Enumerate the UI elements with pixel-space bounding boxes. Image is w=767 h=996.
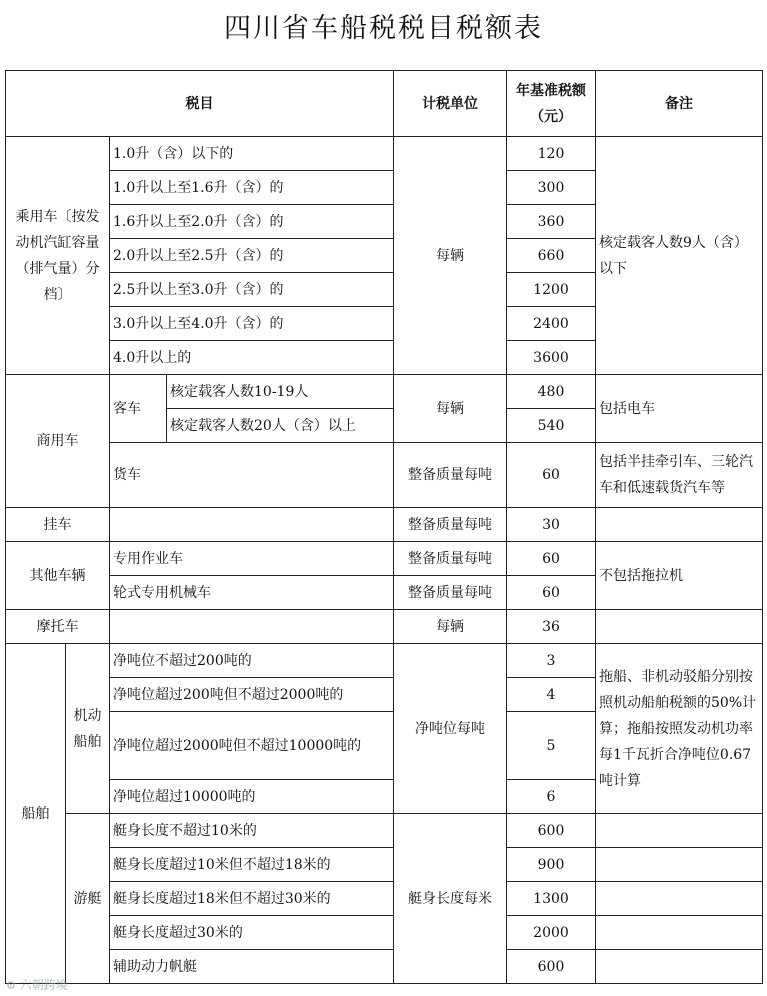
header-amount-line1: 年基准税额 [516, 82, 586, 99]
unit-cell: 每辆 [394, 610, 507, 644]
table-row [6, 814, 763, 848]
note-cell-empty [596, 916, 763, 950]
item-cell: 净吨位超过200吨但不超过2000吨的 [110, 678, 394, 712]
header-amount-line2: （元） [530, 108, 572, 125]
table-row [6, 950, 763, 984]
unit-cell: 整备质量每吨 [394, 508, 507, 542]
item-cell: 4.0升以上的 [110, 341, 394, 375]
table-row [6, 375, 763, 409]
note-cell-empty [596, 848, 763, 882]
note-cell: 不包括拖拉机 [596, 542, 763, 610]
header-item: 税目 [6, 71, 394, 137]
unit-cell: 每辆 [394, 375, 507, 443]
category-trailer: 挂车 [6, 508, 110, 542]
tax-rate-table [5, 70, 763, 984]
amount-cell: 2000 [507, 916, 596, 950]
amount-cell: 660 [507, 239, 596, 273]
item-cell: 艇身长度不超过10米的 [110, 814, 394, 848]
category-motorcycle: 摩托车 [6, 610, 110, 644]
amount-cell: 60 [507, 443, 596, 508]
table-row [6, 848, 763, 882]
amount-cell: 60 [507, 576, 596, 610]
table-row [6, 508, 763, 542]
unit-cell: 净吨位每吨 [394, 644, 507, 814]
item-cell: 3.0升以上至4.0升（含）的 [110, 307, 394, 341]
item-cell: 1.0升（含）以下的 [110, 137, 394, 171]
header-row [6, 71, 763, 137]
amount-cell: 2400 [507, 307, 596, 341]
item-cell: 净吨位超过2000吨但不超过10000吨的 [110, 712, 394, 780]
item-cell: 净吨位超过10000吨的 [110, 780, 394, 814]
item-cell: 核定载客人数10-19人 [167, 375, 394, 409]
amount-cell: 3600 [507, 341, 596, 375]
item-cell: 辅助动力帆艇 [110, 950, 394, 984]
note-cell: 包括半挂牵引车、三轮汽车和低速载货汽车等 [596, 443, 763, 508]
item-cell: 1.0升以上至1.6升（含）的 [110, 171, 394, 205]
item-cell: 艇身长度超过10米但不超过18米的 [110, 848, 394, 882]
table-row [6, 137, 763, 171]
page-title: 四川省车船税税目税额表 [224, 13, 543, 44]
watermark-logo-icon: ⚙ [6, 979, 16, 992]
amount-cell: 1200 [507, 273, 596, 307]
amount-cell: 60 [507, 542, 596, 576]
unit-cell: 整备质量每吨 [394, 443, 507, 508]
item-cell: 艇身长度超过18米但不超过30米的 [110, 882, 394, 916]
subcategory-truck: 货车 [110, 443, 394, 508]
amount-cell: 120 [507, 137, 596, 171]
item-cell: 2.0升以上至2.5升（含）的 [110, 239, 394, 273]
category-other: 其他车辆 [6, 542, 110, 610]
unit-cell: 整备质量每吨 [394, 576, 507, 610]
header-unit: 计税单位 [394, 71, 507, 137]
table-row [6, 542, 763, 576]
amount-cell: 4 [507, 678, 596, 712]
item-cell: 1.6升以上至2.0升（含）的 [110, 205, 394, 239]
item-cell: 净吨位不超过200吨的 [110, 644, 394, 678]
header-note: 备注 [596, 71, 763, 137]
table-row [6, 882, 763, 916]
item-cell: 核定载客人数20人（含）以上 [167, 409, 394, 443]
note-cell-empty [596, 950, 763, 984]
note-cell: 包括电车 [596, 375, 763, 443]
amount-cell: 300 [507, 171, 596, 205]
amount-cell: 30 [507, 508, 596, 542]
item-cell: 艇身长度超过30米的 [110, 916, 394, 950]
amount-cell: 360 [507, 205, 596, 239]
item-cell-empty [110, 610, 394, 644]
subcategory-bus: 客车 [110, 375, 167, 443]
unit-cell: 每辆 [394, 137, 507, 375]
subcategory-motor-vessel: 机动船舶 [66, 644, 110, 814]
note-cell-empty [596, 882, 763, 916]
amount-cell: 5 [507, 712, 596, 780]
table-row [6, 610, 763, 644]
table-row [6, 916, 763, 950]
amount-cell: 900 [507, 848, 596, 882]
category-passenger: 乘用车〔按发动机汽缸容量（排气量）分档〕 [6, 137, 110, 375]
amount-cell: 600 [507, 950, 596, 984]
amount-cell: 540 [507, 409, 596, 443]
note-cell-empty [596, 508, 763, 542]
amount-cell: 480 [507, 375, 596, 409]
amount-cell: 36 [507, 610, 596, 644]
table-row [6, 443, 763, 508]
note-cell: 核定载客人数9人（含）以下 [596, 137, 763, 375]
item-cell: 轮式专用机械车 [110, 576, 394, 610]
amount-cell: 600 [507, 814, 596, 848]
table-row [6, 644, 763, 678]
note-cell-empty [596, 610, 763, 644]
subcategory-yacht: 游艇 [66, 814, 110, 984]
amount-cell: 3 [507, 644, 596, 678]
note-cell-empty [596, 814, 763, 848]
item-cell: 2.5升以上至3.0升（含）的 [110, 273, 394, 307]
watermark-text: 六朝跨境 [19, 978, 68, 992]
category-commercial: 商用车 [6, 375, 110, 508]
item-cell-empty [110, 508, 394, 542]
header-amount [507, 71, 596, 137]
note-cell: 拖船、非机动驳船分别按照机动船舶税额的50%计算；拖船按照发动机功率每1千瓦折合净吨位0.67吨计算 [596, 644, 763, 814]
amount-cell: 6 [507, 780, 596, 814]
watermark [6, 976, 68, 993]
unit-cell: 艇身长度每米 [394, 814, 507, 984]
amount-cell: 1300 [507, 882, 596, 916]
item-cell: 专用作业车 [110, 542, 394, 576]
unit-cell: 整备质量每吨 [394, 542, 507, 576]
category-ships: 船舶 [6, 644, 66, 984]
